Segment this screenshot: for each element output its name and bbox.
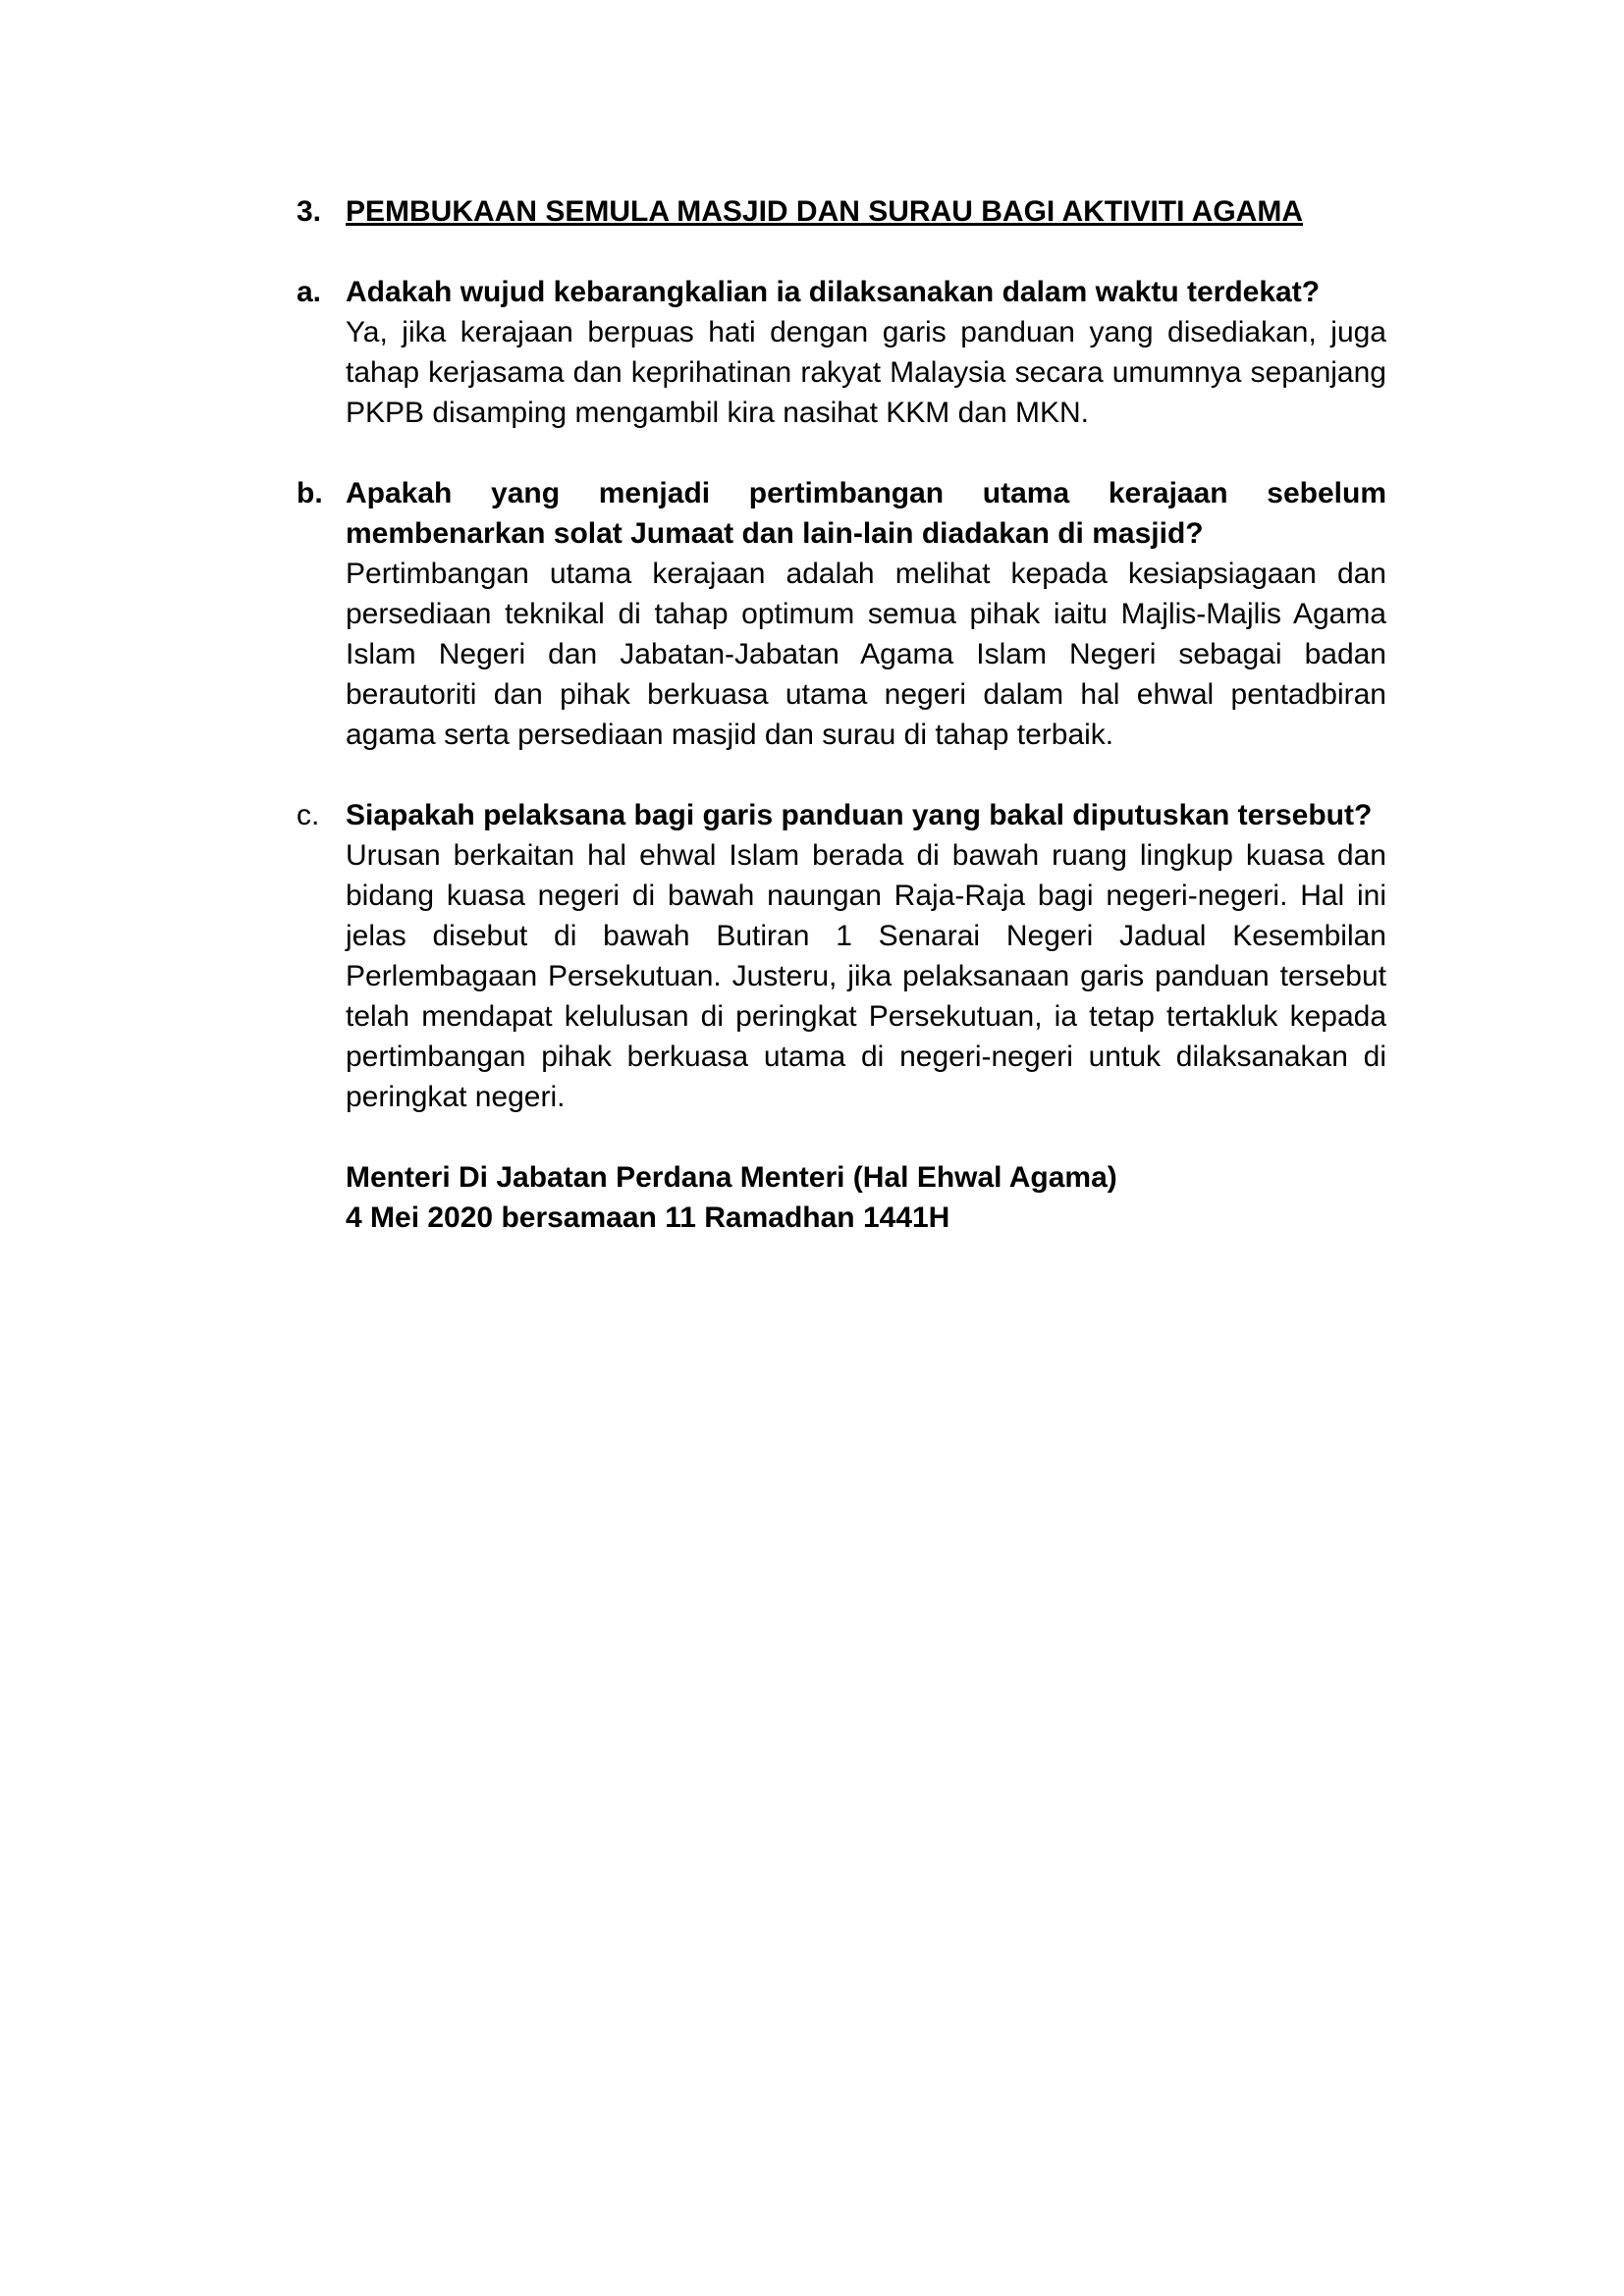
section-title: PEMBUKAAN SEMULA MASJID DAN SURAU BAGI AKTIVITI AGAMA [346, 195, 1303, 228]
signature-date: 4 Mei 2020 bersamaan 11 Ramadhan 1441H [346, 1201, 950, 1234]
question-b: Apakah yang menjadi pertimbangan utama kerajaan sebelum membenarkan solat Jumaat dan lain-lain diadakan di masjid? [346, 477, 1386, 550]
question-a: Adakah wujud kebarangkalian ia dilaksanakan dalam waktu terdekat? [346, 276, 1321, 308]
signature-title: Menteri Di Jabatan Perdana Menteri (Hal Ehwal Agama) [346, 1161, 1117, 1194]
section-heading [297, 191, 1386, 232]
qa-item-a [297, 272, 1386, 433]
answer-a: Ya, jika kerajaan berpuas hati dengan garis panduan yang disediakan, juga tahap kerjasama dan keprihatinan rakyat Malaysia secara umumnya sepanjang PKPB disamping mengambil kira nasihat KKM dan MKN. [346, 316, 1386, 429]
qa-body-b [346, 473, 1386, 755]
qa-label-c: c. [297, 799, 320, 831]
question-c: Siapakah pelaksana bagi garis panduan yang bakal diputuskan tersebut? [346, 799, 1373, 831]
answer-c: Urusan berkaitan hal ehwal Islam berada di bawah ruang lingkup kuasa dan bidang kuasa negeri di bawah naungan Raja-Raja bagi negeri-negeri. Hal ini jelas disebut di bawah Butiran 1 Senarai Negeri Jadual Kesembilan Perlembagaan Persekutuan. Justeru, jika pelaksanaan garis panduan tersebut telah mendapat kelulusan di peringkat Persekutuan, ia tetap tertakluk kepada pertimbangan pihak berkuasa utama di negeri-negeri untuk dilaksanakan di peringkat negeri. [346, 839, 1386, 1113]
qa-label-a: a. [297, 276, 322, 308]
qa-body-a [346, 272, 1386, 433]
signature-block [346, 1157, 1386, 1238]
qa-item-c [297, 795, 1386, 1117]
qa-body-c [346, 795, 1386, 1117]
document-content [297, 191, 1386, 1238]
qa-label-b: b. [297, 477, 323, 509]
section-number: 3. [297, 195, 322, 228]
qa-item-b [297, 473, 1386, 755]
answer-b: Pertimbangan utama kerajaan adalah melihat kepada kesiapsiagaan dan persediaan teknikal di tahap optimum semua pihak iaitu Majlis-Majlis Agama Islam Negeri dan Jabatan-Jabatan Agama Islam Negeri sebagai badan berautoriti dan pihak berkuasa utama negeri dalam hal ehwal pentadbiran agama serta persediaan masjid dan surau di tahap terbaik. [346, 558, 1386, 751]
